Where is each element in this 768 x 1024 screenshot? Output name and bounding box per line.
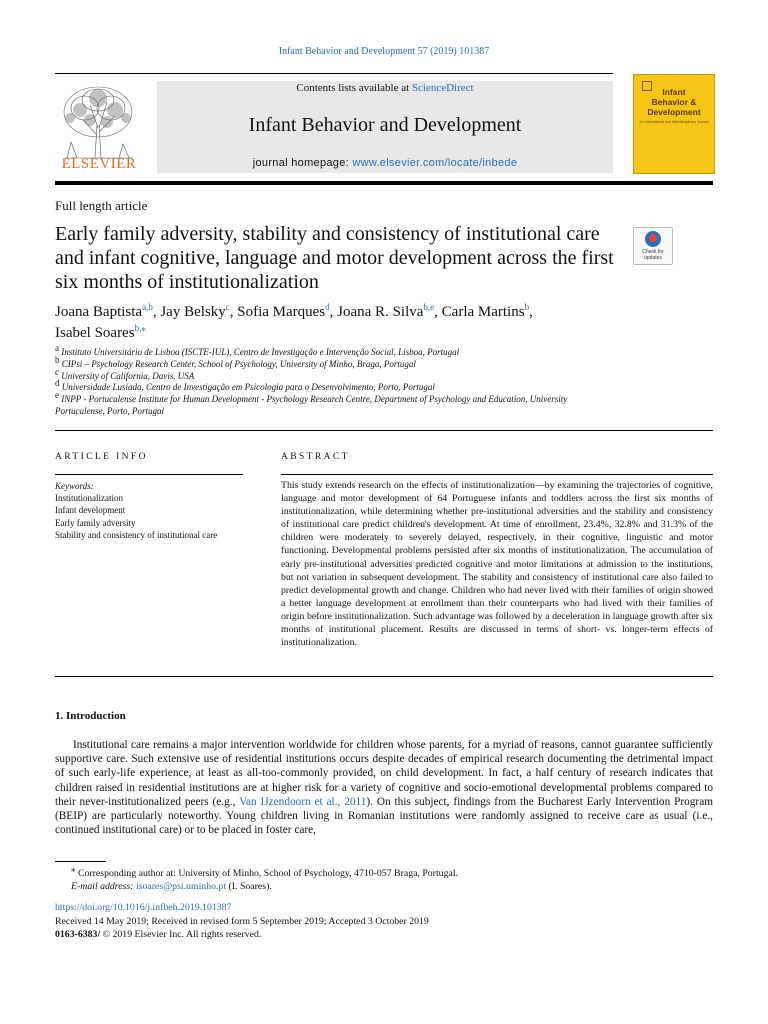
publisher-wordmark: ELSEVIER <box>61 156 137 172</box>
footnotes <box>55 863 713 893</box>
corresponding-author-note <box>55 863 713 880</box>
affiliation-text: CIPsi – Psychology Research Center, School of Psychology, University of Minho, Braga, Portugal <box>59 358 416 369</box>
citation-link[interactable]: Van IJzendoorn et al., 2011 <box>239 795 367 808</box>
check-updates-label <box>634 249 672 261</box>
sciencedirect-link[interactable]: ScienceDirect <box>411 82 474 94</box>
author-separator: , <box>529 304 533 320</box>
keyword-item[interactable]: Stability and consistency of institutional care <box>55 529 218 540</box>
asterisk-marker: ⁎ <box>71 863 76 874</box>
abstract-text: This study extends research on the effects of institutionalization—by examining the trajectories of cognitive, language and motor development of 64 Portuguese infants and toddlers across the first six months of institutionalization, while determining whether pre-institutional adversities and the stability and consistency of institutional care predict children's development. At time of enrollment, 23.4%, 32.8% and 31.3% of the children were moderately to severely delayed, respectively, in their cognitive, linguistic and motor functioning. Developmental problems persisted after six months of institutionalization. The accumulation of early pre-institutional adversities predicted cognitive and motor limitations at admission to the institutions, but not variation in subsequent development. The stability and consistency of institutional care also failed to predict developmental growth and change. Children who had never lived with their families of origin showed a better language development at enrollment than their counterparts who had lived with their families of origin before institutionalization. Such advantage was followed by a deceleration in language growth after six months of institutional placement. Results are discussed in terms of short- vs. longer-term effects of institutionalization. <box>281 480 713 649</box>
affiliation-marker: d <box>55 378 60 389</box>
elsevier-logo[interactable] <box>55 80 143 175</box>
check-updates-line-1: Check for <box>642 249 664 255</box>
cover-title-line-1: Infant <box>662 87 686 97</box>
homepage-link[interactable]: www.elsevier.com/locate/inbede <box>352 157 518 169</box>
affiliation-item <box>55 378 615 394</box>
author-affiliation-marker[interactable]: b <box>524 302 530 312</box>
author-separator: , <box>152 304 161 320</box>
copyright-line <box>55 929 261 940</box>
abstract-rule <box>281 474 713 475</box>
keyword-item[interactable]: Institutionalization <box>55 493 123 504</box>
cover-logo-icon <box>642 81 652 91</box>
author-affiliation-marker[interactable]: b,⁎ <box>134 323 146 333</box>
journal-cover-thumbnail[interactable] <box>633 74 715 174</box>
cover-title-line-3: Development <box>647 107 701 117</box>
keyword-item[interactable]: Early family adversity <box>55 517 136 528</box>
journal-citation[interactable]: Infant Behavior and Development 57 (2019) 101387 <box>278 46 490 57</box>
issn: 0163-6383/ <box>55 929 101 940</box>
intro-text-part-2: ). On this subject, findings from the Bucharest Early Intervention Program (BEIP) are particularly noteworthy. Young children living in Romanian institutions were randomly assigned to receive care as usual (i.e., continued institutional care) or to be placed in foster care, <box>55 795 713 837</box>
author-affiliation-marker[interactable]: d <box>325 302 330 312</box>
corresponding-text: Corresponding author at: University of Minho, School of Psychology, 4710-057 Braga, Portugal. <box>77 868 458 879</box>
header-thick-rule <box>55 181 713 185</box>
author-list <box>55 302 715 344</box>
email-link[interactable]: isoares@psi.uminho.pt <box>135 881 227 892</box>
keywords-block <box>55 480 255 541</box>
affiliation-text: INPP - Portucalense Institute for Human Development - Psychology Research Centre, Department of Psychology and Education, University Portucalense, Porto, Portugal <box>55 394 568 416</box>
contents-line <box>157 82 613 94</box>
article-type: Full length article <box>55 198 148 213</box>
introduction-heading: 1. Introduction <box>55 710 126 722</box>
author-affiliation-marker[interactable]: b,e <box>423 302 435 312</box>
author-separator: , <box>229 304 238 320</box>
abstract-end-rule <box>55 676 713 677</box>
affiliation-item <box>55 354 615 371</box>
affiliation-marker: b <box>55 354 60 365</box>
author-separator: , <box>329 304 338 320</box>
check-updates-icon <box>645 231 661 247</box>
email-suffix: (I. Soares). <box>226 881 272 892</box>
keywords-list <box>55 492 255 541</box>
affiliation-marker: a <box>55 343 59 353</box>
header-rule <box>55 73 613 74</box>
journal-homepage <box>157 157 613 169</box>
author-name[interactable]: Isabel Soares <box>55 325 135 341</box>
affiliation-item <box>55 390 615 418</box>
copyright-text: © 2019 Elsevier Inc. All rights reserved. <box>100 929 262 940</box>
email-note <box>55 880 713 893</box>
cover-title <box>634 87 714 117</box>
check-updates-line-2: updates <box>644 255 662 261</box>
cover-title-line-2: Behavior & <box>651 97 697 107</box>
author-name[interactable]: Carla Martins <box>441 304 525 320</box>
author-affiliation-marker[interactable]: c <box>225 302 230 312</box>
footnote-rule <box>55 861 106 862</box>
author-name[interactable]: Jay Belsky <box>160 304 226 320</box>
author-affiliation-marker[interactable]: a,b <box>142 302 153 312</box>
affiliation-item <box>55 343 615 359</box>
affiliation-marker: c <box>55 366 59 377</box>
doi-link[interactable]: https://doi.org/10.1016/j.infbeh.2019.101387 <box>55 902 232 913</box>
intro-text-part-1: Institutional care remains a major intervention worldwide for children whose parents, for a myriad of reasons, cannot guarantee sufficiently supportive care. Such extensive use of residential institutions occurs despite decades of empirical research documenting the detrimental impact of such early-life experience, at least as all-too-commonly provided, on child development. In fact, a half century of research indicates that children raised in residential institutions are at higher risk for a variety of cognitive and socio-emotional developmental problems compared to their never-institutionalized peers (e.g., <box>55 739 713 808</box>
author-separator: , <box>434 304 442 320</box>
contents-prefix: Contents lists available at <box>296 82 412 94</box>
received-dates: Received 14 May 2019; Received in revised form 5 September 2019; Accepted 3 October 2019 <box>55 916 429 927</box>
keywords-label: Keywords: <box>55 481 94 491</box>
author-name[interactable]: Joana Baptista <box>55 304 143 320</box>
section-rule <box>55 430 713 431</box>
article-info-rule <box>55 474 243 475</box>
article-info-heading: ARTICLE INFO <box>55 452 148 462</box>
homepage-prefix: journal homepage: <box>252 157 353 169</box>
affiliation-marker: e <box>55 390 59 401</box>
affiliation-text: University of California, Davis, USA <box>59 370 195 381</box>
abstract-heading: ABSTRACT <box>281 452 350 462</box>
keyword-item[interactable]: Infant development <box>55 505 126 516</box>
journal-title: Infant Behavior and Development <box>248 114 522 136</box>
affiliation-text: Instituto Universitário de Lisboa (ISCTE-IUL), Centro de Investigação e Intervenção Social, Lisboa, Portugal <box>59 347 460 357</box>
affiliation-item <box>55 366 615 383</box>
check-for-updates-button[interactable] <box>633 227 673 265</box>
author-name[interactable]: Joana R. Silva <box>337 304 424 320</box>
introduction-paragraph <box>55 738 713 837</box>
cover-subtitle: An International and Interdisciplinary Journal <box>639 120 709 124</box>
affiliations <box>55 343 615 418</box>
affiliation-text: Universidade Lusíada, Centro de Investigação em Psicologia para o Desenvolvimento, Porto, Portugal <box>59 382 435 393</box>
article-title: Early family adversity, stability and consistency of institutional care and infant cognitive, language and motor development across the first six months of institutionalization <box>55 223 614 293</box>
email-label: E-mail address: <box>71 881 134 892</box>
author-name[interactable]: Sofia Marques <box>237 304 326 320</box>
